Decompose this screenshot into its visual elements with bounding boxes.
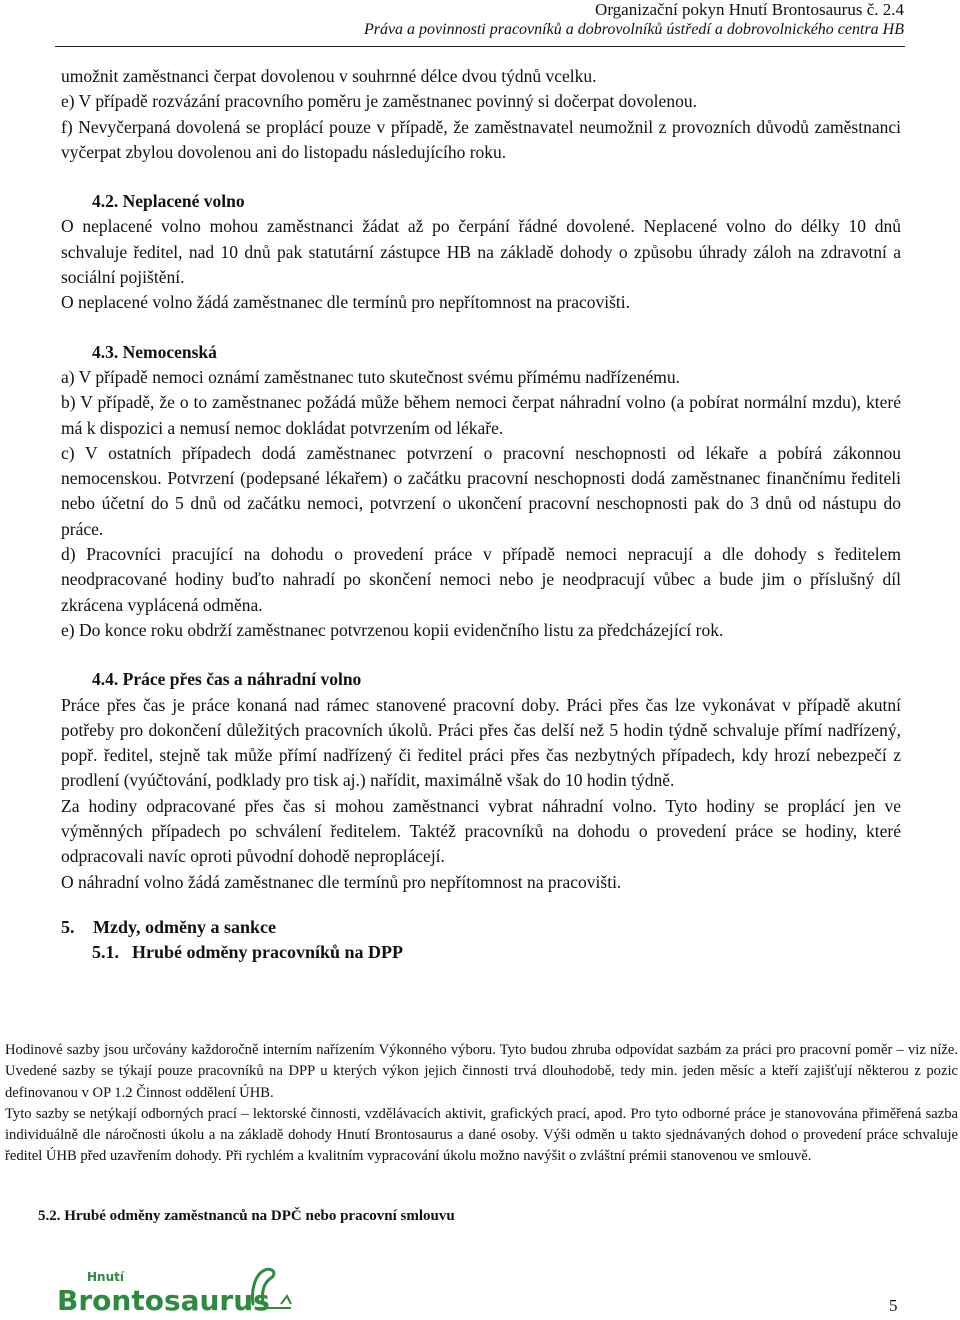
section-title-5: Mzdy, odměny a sankce xyxy=(93,916,277,937)
section-heading-4-2: 4.2. Neplacené volno xyxy=(92,191,245,212)
logo-hnuti-text: Hnutí xyxy=(87,1270,124,1284)
intro-paragraph-3: f) Nevyčerpaná dovolená se proplácí pouze v případě, že zaměstnavatel neumožnil z provozních důvodů zaměstnanci vyčerpat zbylou dovolenou ani do listopadu následujícího roku. xyxy=(61,116,901,162)
rates-note xyxy=(5,1040,958,1168)
sec44-paragraph-1: Práce přes čas je práce konaná nad rámec stanovené pracovní doby. Práci přes čas lze vykonávat v případě akutní potřeby pro dokončení důležitých pracovních úkolů. Práci přes čas delší než 5 hodin týdně schvaluje přímí nadřízený, popř. ředitel, stejně tak může přímí nadřízený či ředitel práci přes čas nezbytných případech, kdy hrozí nebezpečí z prodlení (vyúčtování, podklady pro tisk aj.) nařídit, maximálně však do 10 hodin týdně. xyxy=(61,694,901,791)
page-number: 5 xyxy=(889,1296,898,1315)
sec44-paragraph-3: O náhradní volno žádá zaměstnanec dle termínů pro nepřítomnost na pracovišti. xyxy=(61,871,622,892)
sec42-paragraph-1: O neplacené volno mohou zaměstnanci žádat až po čerpání řádné dovolené. Neplacené volno do délky 10 dnů schvaluje ředitel, nad 10 dnů pak statutární zástupce HB na základě dohody o způsobu úhrady záloh na zdravotní a sociální pojištění. xyxy=(61,216,901,288)
section-heading-4-3: 4.3. Nemocenská xyxy=(92,341,217,362)
section-number-5: 5. xyxy=(61,916,75,937)
section-number-5-1: 5.1. xyxy=(92,942,119,963)
sec43-paragraph-e: e) Do konce roku obdrží zaměstnanec potvrzenou kopii evidenčního listu za předcházející rok. xyxy=(61,619,724,640)
header-title: Organizační pokyn Hnutí Brontosaurus č. 2.4 xyxy=(595,0,904,19)
sec43-paragraph-c: c) V ostatních případech dodá zaměstnanec potvrzení o pracovní neschopnosti od lékaře a pobírá zákonnou nemocenskou. Potvrzení (podepsané lékařem) o začátku pracovní neschopnosti dodá zaměstnanec finančnímu řediteli nebo účetní do 5 dnů od začátku nemoci, potvrzení o ukončení pracovní neschopnosti pak do 3 dnů od nástupu do práce. xyxy=(61,442,901,539)
sec43-paragraph-b: b) V případě, že o to zaměstnanec požádá může během nemoci čerpat náhradní volno (a pobírat normální mzdu), které má k dispozici a nemusí nemoc dokládat potvrzením od lékaře. xyxy=(61,392,901,438)
sec43-paragraph-a: a) V případě nemoci oznámí zaměstnanec tuto skutečnost svému přímému nadřízenému. xyxy=(61,366,680,387)
rates-note-paragraph-1: Hodinové sazby jsou určovány každoročně interním nařízením Výkonného výboru. Tyto budou zhruba odpovídat sazbám za práci pro pracovní poměr – viz níže. Uvedené sazby se týkají pouze pracovníků na DPP u kterých výkon jejich činnosti trvá dlouhodobě, tedy min. jeden měsíc a kteří zajišťují některou z pozic definovanou v OP 1.2 Činnost oddělení ÚHB. xyxy=(5,1042,958,1101)
logo-brand-text: Brontosaurus xyxy=(57,1284,270,1317)
document-body xyxy=(61,64,901,966)
section-heading-5-1 xyxy=(61,940,901,965)
sec44-paragraph-2: Za hodiny odpracované přes čas si mohou zaměstnanci vybrat náhradní volno. Tyto hodiny se proplácí jen ve výměnných případech po schválení ředitelem. Taktéž pracovníků na dohodu o provedení práce se hodiny, které odpracovali navíc oproti původní dohodě neproplácejí. xyxy=(61,795,901,867)
sec43-paragraph-d: d) Pracovníci pracující na dohodu o provedení práce v případě nemoci nepracují a dle dohody s ředitelem neodpracované hodiny buďto nahradí po skončení nemoci nebo je neodpracují vůbec a bude jim o příslušný díl zkrácena vyplácená odměna. xyxy=(61,544,901,615)
section-heading-5 xyxy=(61,915,901,940)
section-heading-5-2: 5.2. Hrubé odměny zaměstnanců na DPČ nebo pracovní smlouvu xyxy=(38,1208,455,1224)
header-divider xyxy=(55,46,905,47)
header-subtitle: Práva a povinnosti pracovníků a dobrovolníků ústředí a dobrovolnického centra HB xyxy=(363,21,904,38)
section-heading-4-4: 4.4. Práce přes čas a náhradní volno xyxy=(92,669,362,690)
brontosaurus-logo xyxy=(55,1260,295,1320)
page-header xyxy=(24,0,904,40)
intro-paragraph-1: umožnit zaměstnanci čerpat dovolenou v souhrnné délce dvou týdnů vcelku. xyxy=(61,66,597,86)
section-title-5-1: Hrubé odměny pracovníků na DPP xyxy=(132,942,404,963)
sec42-paragraph-2: O neplacené volno žádá zaměstnanec dle termínů pro nepřítomnost na pracovišti. xyxy=(61,292,631,313)
intro-paragraph-2: e) V případě rozvázání pracovního poměru je zaměstnanec povinný si dočerpat dovolenou. xyxy=(61,91,697,112)
rates-note-paragraph-2: Tyto sazby se netýkají odborných prací – lektorské činnosti, vzdělávacích aktivit, grafických prací, apod. Pro tyto odborné práce je stanovována přiměřená sazba individuálně dle náročnosti úkolu a na základě dohody Hnutí Brontosaurus a dané osoby. Výši odměn u takto sjednávaných dohod o provedení práce schvaluje ředitel ÚHB před uzavřením dohody. Při rychlém a kvalitním vypracování úkolu možno navýšit o zvláštní prémii stanovenou ve smlouvě. xyxy=(5,1105,958,1165)
